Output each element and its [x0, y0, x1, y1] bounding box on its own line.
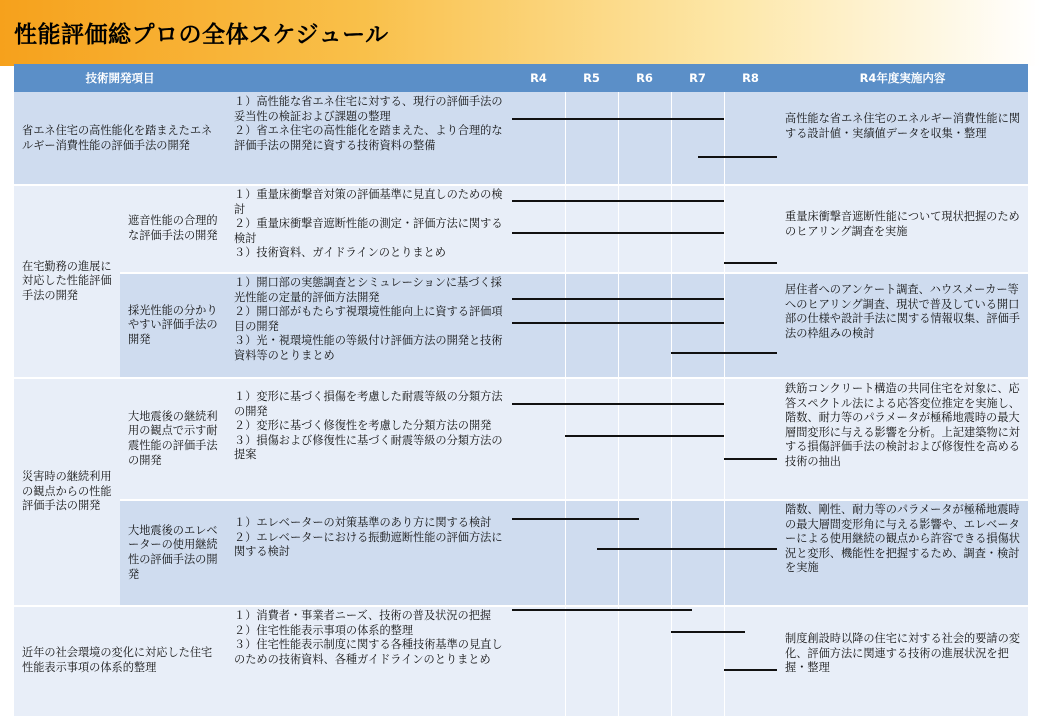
- gantt-bar-row2b-item3: [671, 352, 777, 354]
- row3a-item3: ３）損傷および修復性に基づく耐震等級の分類方法の提案: [234, 433, 503, 462]
- gantt-bar-row1-item2: [698, 156, 778, 158]
- gantt-bar-row3a-item2: [565, 435, 724, 437]
- row2a-item3: ３）技術資料、ガイドラインのとりまとめ: [234, 246, 446, 260]
- row1-category: 省エネ住宅の高性能化を踏まえたエネルギー消費性能の評価手法の開発: [14, 92, 226, 185]
- row1-items: [226, 92, 512, 185]
- gantt-bar-row2a-item3: [724, 262, 777, 264]
- row3a-item2: ２）変形に基づく修復性を考慮した分類方法の開発: [234, 419, 492, 433]
- gantt-bar-row3b-item2: [597, 548, 777, 550]
- header-detail: [226, 64, 512, 92]
- row3b-sub: 大地震後のエレベーターの使用継続性の評価手法の開発: [120, 500, 226, 606]
- gantt-bar-row2b-item2: [512, 322, 724, 324]
- row2a-sub: 遮音性能の合理的な評価手法の開発: [120, 185, 226, 273]
- row1-item1: １）高性能な省エネ住宅に対する、現行の評価手法の妥当性の検証および課題の整理: [234, 95, 503, 123]
- row2b-items: [226, 273, 512, 378]
- row-divider: [14, 605, 1028, 607]
- row2b-gantt: [512, 273, 777, 378]
- row1-gantt: [512, 92, 777, 185]
- row-divider: [14, 184, 1028, 186]
- row2a-content: 重量床衝撃音遮断性能について現状把握のためのヒアリング調査を実施: [777, 185, 1028, 273]
- row4-items: [226, 606, 512, 716]
- row1-item2: ２）省エネ住宅の高性能化を踏まえた、より合理的な評価手法の開発に資する技術資料の整備: [234, 124, 503, 152]
- gantt-bar-row1-item1: [512, 118, 724, 120]
- row-divider: [14, 377, 1028, 379]
- row3a-sub: 大地震後の継続利用の観点で示す耐震性能の評価手法の開発: [120, 378, 226, 500]
- row4-content: 制度創設時以降の住宅に対する社会的要請の変化、評価方法に関連する技術の進展状況を把握・整理: [777, 606, 1028, 716]
- gantt-bar-row4-item2: [671, 631, 745, 633]
- row2a-item2: ２）重量床衝撃音遮断性能の測定・評価方法に関する検討: [234, 217, 503, 245]
- gantt-bar-row2a-item2: [512, 232, 724, 234]
- header-year-r5: R5: [565, 64, 618, 92]
- gantt-bar-row4-item3: [724, 669, 777, 671]
- row3b-item2: ２）エレベーターにおける振動遮断性能の評価方法に関する検討: [234, 530, 503, 559]
- row3a-gantt: [512, 378, 777, 500]
- row3a-content: 鉄筋コンクリート構造の共同住宅を対象に、応答スペクトル法による応答変位推定を実施し、階数、耐力等のパラメータが極稀地震時の最大層間変形に与える影響を分析。上記建築物に対する損傷評価手法の検討および修復性を高める技術の抽出: [777, 378, 1028, 500]
- row4-category: 近年の社会環境の変化に対応した住宅性能表示事項の体系的整理: [14, 606, 226, 716]
- gantt-bar-row3a-item3: [724, 458, 777, 460]
- row2a-item1: １）重量床衝撃音対策の評価基準に見直しのための検討: [234, 188, 503, 216]
- header-year-r6: R6: [618, 64, 671, 92]
- row2a-items: [226, 185, 512, 273]
- row3-category: 災害時の継続利用の観点からの性能評価手法の開発: [14, 378, 120, 606]
- row2b-item2: ２）開口部がもたらす視環境性能向上に資する評価項目の開発: [234, 305, 503, 333]
- row-divider: [120, 499, 1028, 501]
- row4-gantt: [512, 606, 777, 716]
- row-divider: [120, 272, 1028, 274]
- gantt-bar-row2b-item1: [512, 298, 724, 300]
- gantt-bar-row3b-item1: [512, 518, 639, 520]
- header-item: 技術開発項目: [14, 64, 226, 92]
- row3a-item1: １）変形に基づく損傷を考慮した耐震等級の分類方法の開発: [234, 390, 503, 418]
- row2a-gantt: [512, 185, 777, 273]
- row2b-item3: ３）光・視環境性能の等級付け評価方法の開発と技術資料等のとりまとめ: [234, 334, 503, 362]
- row2b-item1: １）開口部の実態調査とシミュレーションに基づく採光性能の定量的評価方法開発: [234, 276, 502, 304]
- row3a-items: [226, 378, 512, 500]
- row3b-items: [226, 500, 512, 606]
- header-year-r4: R4: [512, 64, 565, 92]
- row2b-sub: 採光性能の分かりやすい評価手法の開発: [120, 273, 226, 378]
- header-year-r8: R8: [724, 64, 777, 92]
- gantt-bar-row4-item1: [512, 609, 692, 611]
- page-title: 性能評価総プロの全体スケジュール: [14, 22, 389, 48]
- row3b-gantt: [512, 500, 777, 606]
- row2b-content: 居住者へのアンケート調査、ハウスメーカー等へのヒアリング調査、現状で普及している開口部の仕様や設計手法に関する情報収集、評価手法の枠組みの検討: [777, 273, 1028, 378]
- row2-category: 在宅勤務の進展に対応した性能評価手法の開発: [14, 185, 120, 378]
- row3b-item1: １）エレベーターの対策基準のあり方に関する検討: [234, 516, 492, 529]
- row4-item1: １）消費者・事業者ニーズ、技術の普及状況の把握: [234, 609, 492, 622]
- row1-content: 高性能な省エネ住宅のエネルギー消費性能に関する設計値・実績値データを収集・整理: [777, 92, 1028, 185]
- header-content: R4年度実施内容: [777, 64, 1028, 92]
- gantt-bar-row3a-item1: [512, 403, 724, 405]
- header-year-r7: R7: [671, 64, 724, 92]
- row4-item3: ３）住宅性能表示制度に関する各種技術基準の見直しのための技術資料、各種ガイドラインのとりまとめ: [234, 638, 503, 666]
- row4-item2: ２）住宅性能表示事項の体系的整理: [234, 623, 414, 637]
- row3b-content: 階数、剛性、耐力等のパラメータが極稀地震時の最大層間変形角に与える影響や、エレベーターによる使用継続の観点から許容できる損傷状況と変形、機能性を把握するため、調査・検討を実施: [777, 500, 1028, 606]
- gantt-bar-row2a-item1: [512, 200, 724, 202]
